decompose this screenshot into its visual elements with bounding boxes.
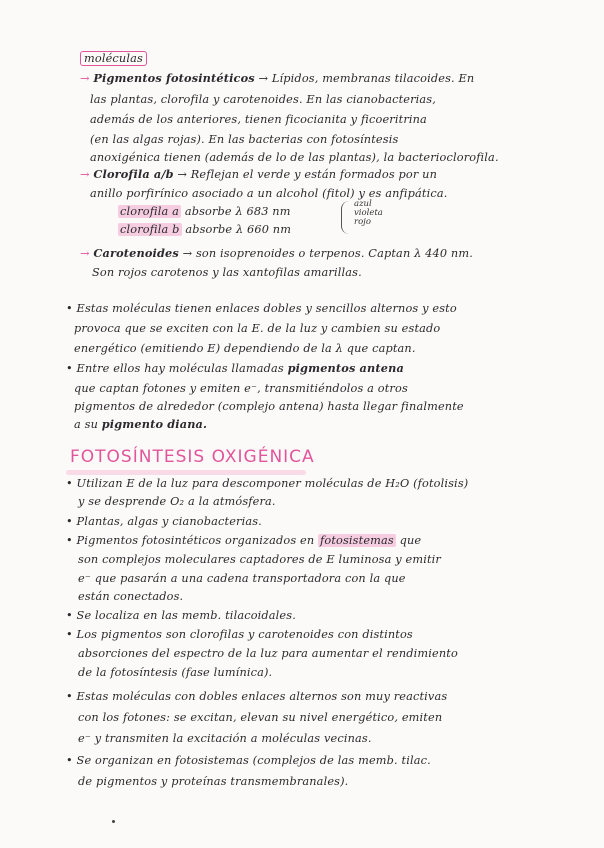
text-line: provoca que se exciten con la E. de la luz y cambien su estado [74, 322, 441, 335]
pigmentos-desc: → Lípidos, membranas tilacoides. En [258, 72, 475, 85]
text-line: absorciones del espectro de la luz para aumentar el rendimiento [78, 647, 458, 660]
arrow-icon: → [80, 168, 90, 181]
text-line: con los fotones: se excitan, elevan su nivel energético, emiten [78, 711, 443, 724]
carotenoides-line [80, 246, 473, 261]
text-line: • Se organizan en fotosistemas (complejos de las memb. tilac. [66, 754, 431, 767]
text-line: energético (emitiendo E) dependiendo de la λ que captan. [74, 342, 416, 355]
text-line: • Estas moléculas con dobles enlaces alternos son muy reactivas [66, 690, 448, 703]
fotosistemas-intro: • Pigmentos fotosintéticos organizados en [66, 534, 315, 547]
text-line: • Estas moléculas tienen enlaces dobles y sencillos alternos y esto [66, 302, 457, 315]
brace-shape [341, 201, 350, 234]
text-line: Son rojos carotenos y las xantofilas amarillas. [92, 266, 362, 279]
pigmentos-antena-term: pigmentos antena [287, 361, 404, 375]
pigmentos-term: Pigmentos fotosintéticos [93, 71, 255, 85]
pigmentos-line [80, 71, 474, 86]
antena-line [66, 361, 404, 376]
clorofila-b-highlight: clorofila b [120, 223, 180, 236]
antena-intro: • Entre ellos hay moléculas llamadas [66, 362, 284, 375]
arrow-icon: → [80, 247, 90, 260]
carotenoides-term: Carotenoides [93, 246, 179, 260]
text-line: son complejos moleculares captadores de E luminosa y emitir [78, 553, 441, 566]
clorofila-a-line [118, 204, 291, 219]
text-line: e⁻ que pasarán a una cadena transportadora con la que [78, 572, 406, 585]
violeta-label: violeta [354, 208, 383, 218]
clorofila-a-absorbance: absorbe λ 683 nm [184, 205, 291, 218]
text-line: • Utilizan E de la luz para descomponer moléculas de H₂O (fotolisis) [66, 477, 469, 490]
text-line: pigmentos de alrededor (complejo antena) hasta llegar finalmente [74, 400, 464, 413]
text-line: e⁻ y transmiten la excitación a moléculas vecinas. [78, 732, 372, 745]
rojo-label: rojo [354, 217, 371, 227]
text-line: anoxigénica tienen (además de lo de las plantas), la bacterioclorofila. [90, 151, 499, 164]
text-line: están conectados. [78, 590, 184, 603]
text-line: • Se localiza en las memb. tilacoidales. [66, 609, 296, 622]
clorofila-b-absorbance: absorbe λ 660 nm [185, 223, 292, 236]
moleculas-tag: moléculas [80, 51, 147, 66]
heading-highlight [66, 470, 306, 475]
diana-intro: a su [74, 418, 98, 431]
text-line: que captan fotones y emiten e⁻, transmitiéndolos a otros [74, 382, 408, 395]
text-line: • Plantas, algas y cianobacterias. [66, 515, 262, 528]
clorofila-term: Clorofila a/b [93, 167, 174, 181]
text-line: anillo porfirínico asociado a un alcohol (fitol) y es anfipática. [90, 187, 448, 200]
fotosistemas-highlight: fotosistemas [320, 534, 394, 547]
text-line: (en las algas rojas). En las bacterias con fotosíntesis [90, 133, 399, 146]
text-line: y se desprende O₂ a la atmósfera. [78, 495, 276, 508]
text-line: además de los anteriores, tienen ficocianita y ficoeritrina [90, 113, 427, 126]
brace-labels [354, 200, 383, 227]
fotosistemas-tail: que [399, 534, 422, 547]
clorofila-b-line [118, 222, 291, 237]
diana-line [74, 417, 207, 432]
clorofila-a-highlight: clorofila a [120, 205, 180, 218]
text-line: de la fotosíntesis (fase lumínica). [78, 666, 273, 679]
text-line: las plantas, clorofila y carotenoides. En las cianobacterias, [90, 93, 436, 106]
text-line: • Los pigmentos son clorofilas y carotenoides con distintos [66, 628, 413, 641]
section-tag [80, 51, 147, 66]
text-line: de pigmentos y proteínas transmembranales). [78, 775, 349, 788]
clorofila-desc: → Reflejan el verde y están formados por un [177, 168, 437, 181]
carotenoides-desc: → son isoprenoides o terpenos. Captan λ 440 nm. [182, 247, 473, 260]
stray-dot [112, 820, 115, 823]
azul-label: azul [354, 199, 372, 209]
pigmento-diana-term: pigmento diana. [101, 417, 208, 431]
clorofila-line [80, 167, 437, 182]
fotosistemas-line [66, 533, 421, 548]
section-heading: FOTOSÍNTESIS OXIGÉNICA [70, 447, 315, 467]
arrow-icon: → [80, 72, 90, 85]
